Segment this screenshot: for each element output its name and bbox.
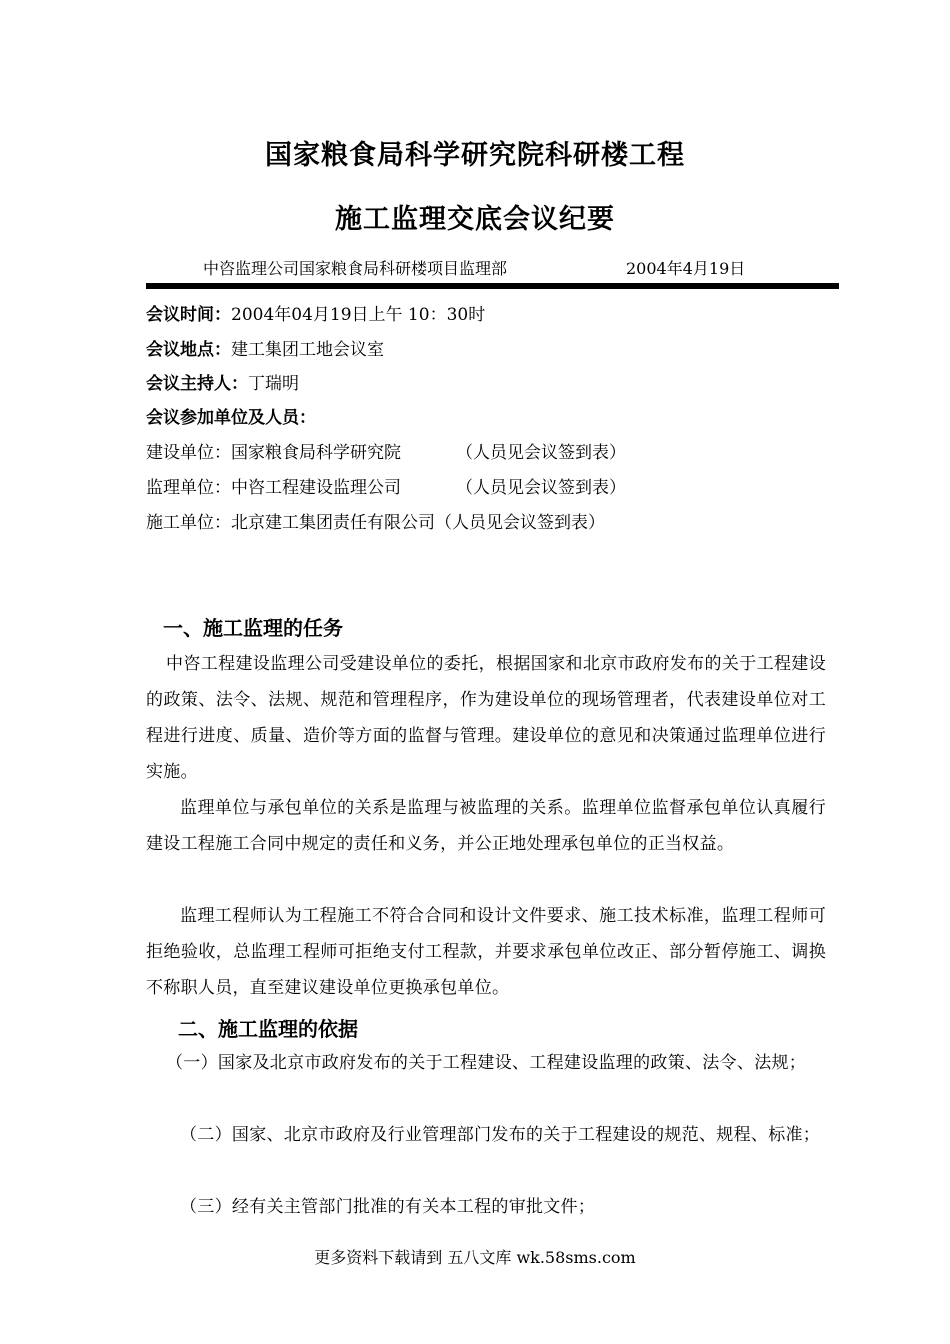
section2-heading: 二、施工监理的依据	[178, 1017, 358, 1041]
meeting-time-label: 会议时间：	[146, 305, 231, 325]
unit-note: （人员见会议签到表）	[435, 513, 605, 533]
meeting-time-value: 2004年04月19日上午 10：30时	[231, 305, 486, 325]
document-title-line1: 国家粮食局科学研究院科研楼工程	[265, 140, 685, 171]
unit-row-supervisor	[146, 476, 796, 500]
meeting-place-label: 会议地点：	[146, 340, 231, 360]
issuing-organization: 中咨监理公司国家粮食局科研楼项目监理部	[203, 259, 508, 278]
issue-date: 2004年4月19日	[626, 259, 746, 278]
unit-label: 监理单位：	[146, 478, 231, 498]
section1-heading: 一、施工监理的任务	[163, 616, 343, 640]
footer-download-note: 更多资料下载请到 五八文库 wk.58sms.com	[314, 1248, 636, 1267]
unit-note: （人员见会议签到表）	[456, 443, 626, 463]
unit-name: 中咨工程建设监理公司	[231, 478, 401, 498]
unit-name: 北京建工集团责任有限公司	[231, 513, 435, 533]
meeting-host-row	[146, 372, 299, 396]
unit-label: 施工单位：	[146, 513, 231, 533]
meeting-place-row	[146, 338, 384, 362]
section1-paragraph: 监理工程师认为工程施工不符合合同和设计文件要求、施工技术标准，监理工程师可拒绝验收，总监理工程师可拒绝支付工程款，并要求承包单位改正、部分暂停施工、调换不称职人员，直至建议建设单位更换承包单位。	[146, 906, 826, 998]
header-divider	[146, 283, 839, 289]
section2-item: （二）国家、北京市政府及行业管理部门发布的关于工程建设的规范、规程、标准；	[180, 1125, 821, 1145]
attendees-heading-row	[146, 406, 316, 430]
unit-name: 国家粮食局科学研究院	[231, 443, 401, 463]
section1-paragraph: 监理单位与承包单位的关系是监理与被监理的关系。监理单位监督承包单位认真履行建设工程施工合同中规定的责任和义务，并公正地处理承包单位的正当权益。	[146, 798, 826, 854]
unit-row-contractor	[146, 511, 605, 535]
unit-row-construction-owner	[146, 441, 796, 465]
section2-item: （三）经有关主管部门批准的有关本工程的审批文件；	[180, 1197, 596, 1217]
meeting-host-value: 丁瑞明	[248, 374, 299, 394]
section2-item: （一）国家及北京市政府发布的关于工程建设、工程建设监理的政策、法令、法规；	[166, 1053, 807, 1073]
section1-paragraph: 中咨工程建设监理公司受建设单位的委托，根据国家和北京市政府发布的关于工程建设的政策、法令、法规、规范和管理程序，作为建设单位的现场管理者，代表建设单位对工程进行进度、质量、造价等方面的监督与管理。建设单位的意见和决策通过监理单位进行实施。	[146, 654, 826, 782]
unit-note: （人员见会议签到表）	[456, 478, 626, 498]
document-title-line2: 施工监理交底会议纪要	[335, 204, 615, 235]
meeting-place-value: 建工集团工地会议室	[231, 340, 384, 360]
meeting-host-label: 会议主持人：	[146, 374, 248, 394]
attendees-label: 会议参加单位及人员：	[146, 408, 316, 428]
unit-label: 建设单位：	[146, 443, 231, 463]
meeting-time-row	[146, 303, 485, 327]
